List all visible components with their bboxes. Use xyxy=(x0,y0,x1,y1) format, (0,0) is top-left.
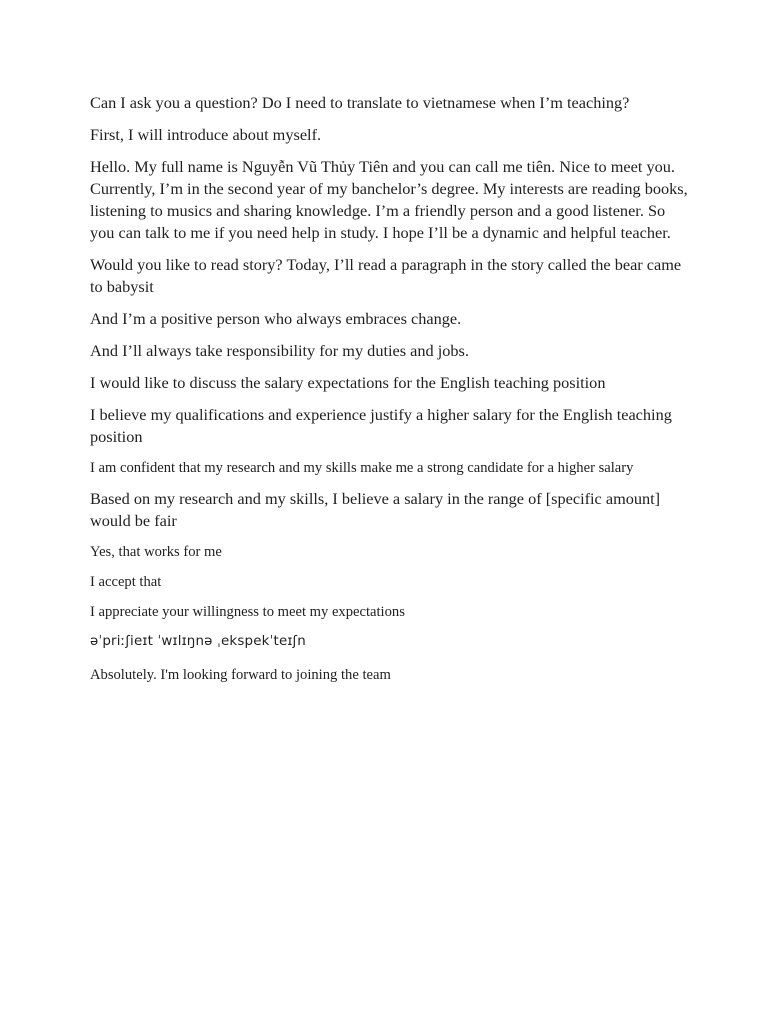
paragraph-read-story: Would you like to read story? Today, I’ll read a paragraph in the story called the bear came to babysit xyxy=(90,255,682,296)
paragraph-justify-salary: I believe my qualifications and experience justify a higher salary for the English teaching position xyxy=(90,405,672,446)
paragraph-positive-person: And I’m a positive person who always embraces change. xyxy=(90,309,462,328)
paragraph-accept: I accept that xyxy=(90,574,162,590)
paragraph-responsibility: And I’ll always take responsibility for my duties and jobs. xyxy=(90,341,469,360)
paragraph-discuss-salary: I would like to discuss the salary expectations for the English teaching position xyxy=(90,373,606,392)
paragraph-appreciate-willingness: I appreciate your willingness to meet my expectations xyxy=(90,604,405,620)
paragraph-phonetic-transcription: əˈpriːʃieɪt ˈwɪlɪŋnə ˌekspekˈteɪʃn xyxy=(90,634,306,649)
paragraph-introduce-myself: First, I will introduce about myself. xyxy=(90,125,322,144)
paragraph-salary-range: Based on my research and my skills, I believe a salary in the range of [specific amount] would be fair xyxy=(90,489,661,530)
document-body xyxy=(90,92,690,685)
paragraph-works-for-me: Yes, that works for me xyxy=(90,544,222,560)
paragraph-confident-candidate: I am confident that my research and my skills make me a strong candidate for a higher salary xyxy=(90,460,634,476)
paragraph-self-introduction: Hello. My full name is Nguyễn Vũ Thủy Tiên and you can call me tiên. Nice to meet you. Currently, I’m in the second year of my banchelor’s degree. My interests are reading books, listening to musics and sharing knowledge. I’m a friendly person and a good listener. So you can talk to me if you need help in study. I hope I’ll be a dynamic and helpful teacher. xyxy=(90,157,688,242)
paragraph-question-translate: Can I ask you a question? Do I need to translate to vietnamese when I’m teaching? xyxy=(90,93,630,112)
paragraph-looking-forward: Absolutely. I'm looking forward to joining the team xyxy=(90,667,391,683)
